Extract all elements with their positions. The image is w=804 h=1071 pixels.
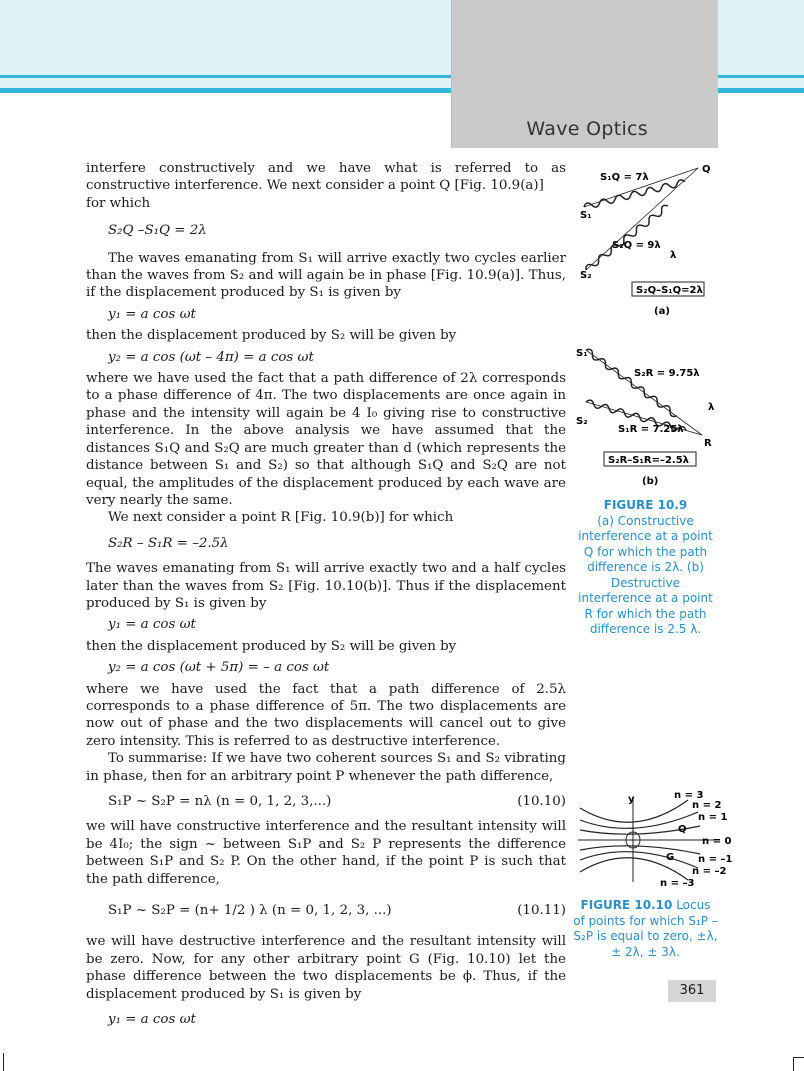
paragraph: where we have used the fact that a path difference of 2λ corresponds to a phase difference of 4π. The two displacements are once again in phase and the intensity will again be 4 I₀ giving rise to constructive interference. In the above analysis we have assumed that the distances S₁Q and S₂Q are much greater than d (which represents the distance between S₁ and S₂) so that although S₁Q and S₂Q are not equal, the amplitudes of the displacement produced by each wave are very nearly the same. [86, 371, 566, 508]
paragraph: for which [86, 195, 151, 211]
label-s1: S₁ [580, 210, 592, 221]
figure-10-9a [574, 152, 722, 322]
paragraph: The waves emanating from S₁ will arrive exactly two and a half cycles later than the waves from S₂ [Fig. 10.10(b)]. Thus if the displacement produced by S₁ is given by [86, 561, 566, 611]
figure-10-10-caption [573, 898, 718, 960]
paragraph: we will have constructive interference and the resultant intensity will be 4I₀; the sign ~ between S₁P and S₂ P represents the difference between S₁P and S₂ P. On the other hand, if the point P is such that the path difference, [86, 819, 566, 887]
label-s2q: S₂Q = 9λ [612, 240, 661, 251]
label-n: n = –1 [698, 854, 733, 865]
label-y: y [628, 794, 635, 805]
equation: S₂Q –S₁Q = 2λ [108, 223, 207, 239]
sub-b: (b) [642, 476, 659, 487]
paragraph: The waves emanating from S₁ will arrive exactly two cycles earlier than the waves from S₂ and will again be in phase [Fig. 10.9(a)]. Thus, if the displacement produced by S₁ is given by [86, 250, 566, 301]
label-n: n = 3 [674, 790, 704, 801]
equation: y₁ = a cos ωt [108, 617, 196, 633]
equation-number: (10.11) [517, 903, 566, 919]
wave-s2 [584, 204, 670, 273]
paragraph: then the displacement produced by S₂ will be given by [86, 328, 457, 344]
label-s2: S₂ [576, 416, 588, 427]
paragraph: We next consider a point R [Fig. 10.9(b)] for which [108, 510, 454, 526]
caption-title: FIGURE 10.10 [580, 898, 673, 912]
label-n: n = –3 [660, 878, 695, 889]
caption-body: (a) Constructive interference at a point Q for which the path difference is 2λ. (b) Destructive interference at a point R for which the path difference is 2.5 λ. [578, 513, 713, 636]
label-q: Q [678, 824, 687, 835]
label-n: n = 2 [692, 800, 722, 811]
label-n: n = –2 [692, 866, 727, 877]
label-n: n = 1 [698, 812, 728, 823]
crop-mark [793, 1057, 794, 1071]
figure-10-9-caption [573, 498, 718, 638]
figure-10-9b [574, 340, 722, 490]
label-lambda: λ [708, 402, 715, 413]
ray-s2q [586, 168, 698, 270]
equation: S₁P ~ S₂P = (n+ 1/2 ) λ (n = 0, 1, 2, 3, ...) [108, 903, 392, 919]
paragraph: where we have used the fact that a path difference of 2.5λ corresponds to a phase difference of 5π. The two displacements are now out of phase and the two displacements will cancel out to give zero intensity. This is referred to as destructive interference. [86, 681, 566, 749]
body-text [86, 160, 566, 1032]
chapter-box [451, 0, 718, 148]
chapter-title: Wave Optics [526, 118, 648, 140]
label-s2r: S₂R = 9.75λ [634, 368, 700, 379]
sub-a: (a) [654, 306, 670, 317]
label-s1: S₁ [576, 348, 588, 359]
equation: y₂ = a cos (ωt – 4π) = a cos ωt [108, 349, 314, 365]
wave-s1 [583, 179, 685, 210]
equation: y₂ = a cos (ωt + 5π) = – a cos ωt [108, 660, 330, 676]
paragraph: we will have destructive interference and the resultant intensity will be zero. Now, for any other arbitrary point G (Fig. 10.10) let the phase difference between the two displacements be ϕ. Thus, if the displacement produced by S₁ is given by [86, 934, 566, 1002]
paragraph: To summarise: If we have two coherent sources S₁ and S₂ vibrating in phase, then for an arbitrary point P whenever the path difference, [86, 751, 566, 784]
box-a-label: S₂Q–S₁Q=2λ [636, 285, 703, 296]
figure-10-10 [578, 790, 733, 890]
label-r: R [704, 438, 712, 449]
label-n: n = 0 [702, 836, 732, 847]
box-b-label: S₂R–S₁R=–2.5λ [608, 455, 689, 466]
label-s1q: S₁Q = 7λ [600, 172, 649, 183]
label-lambda: λ [670, 250, 677, 261]
label-s1r: S₁R = 7.25λ [618, 424, 684, 435]
label-q: Q [702, 164, 711, 175]
equation-row [108, 793, 566, 810]
paragraph: interfere constructively and we have what is referred to as constructive interference. We next consider a point Q [Fig. 10.9(a)] [86, 161, 566, 194]
equation: S₂R – S₁R = –2.5λ [108, 535, 229, 551]
crop-mark [3, 1053, 4, 1071]
crop-mark [793, 1057, 804, 1058]
page-number: 361 [668, 980, 716, 1002]
equation-number: (10.10) [517, 794, 566, 809]
paragraph: then the displacement produced by S₂ will be given by [86, 638, 457, 654]
equation: y₁ = a cos ωt [108, 306, 196, 322]
caption-title: FIGURE 10.9 [603, 498, 688, 512]
label-g: G [666, 852, 675, 863]
label-s2: S₂ [580, 270, 592, 281]
equation-row [108, 902, 566, 919]
hyperbola [580, 852, 698, 868]
equation: y₁ = a cos ωt [108, 1012, 196, 1028]
equation: S₁P ~ S₂P = nλ (n = 0, 1, 2, 3,...) [108, 794, 332, 809]
caption-body: Locus of points for which S₁P – S₂P is equal to zero, ±λ, ± 2λ, ± 3λ. [573, 898, 718, 959]
